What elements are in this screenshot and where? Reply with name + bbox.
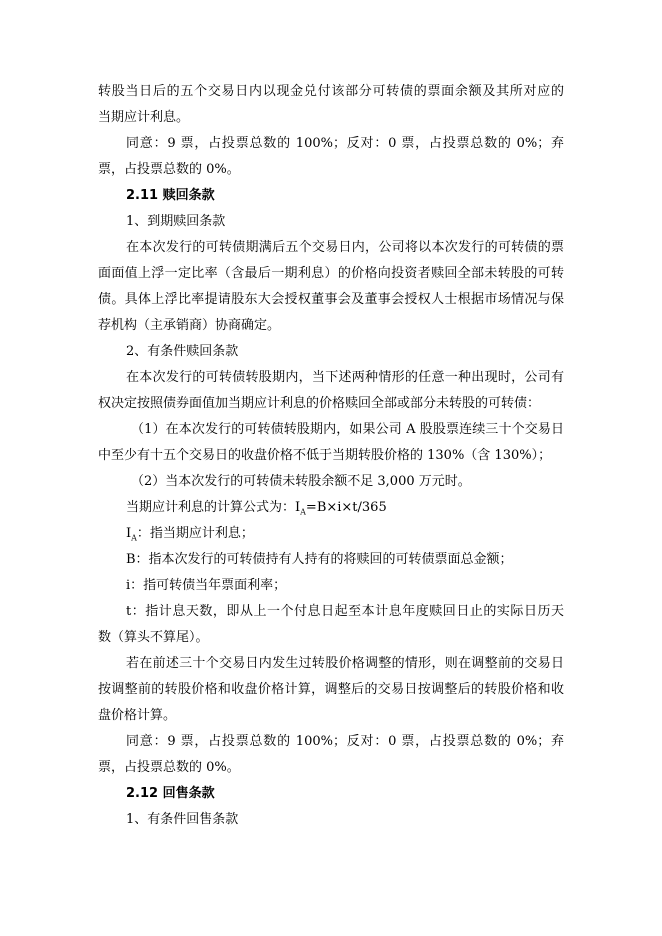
- subheading-conditional-putback: 1、有条件回售条款: [126, 812, 239, 827]
- paragraph-line: 按调整前的转股价格和收盘价格计算，调整后的交易日按调整后的转股价格和收: [98, 682, 564, 697]
- formula-prefix: 当期应计利息的计算公式为：I: [126, 500, 301, 515]
- section-heading-2-11: 2.11 赎回条款: [126, 188, 215, 203]
- formula-subscript: A: [300, 507, 306, 517]
- definition-ia: [126, 524, 564, 544]
- definition-symbol: I: [126, 526, 132, 541]
- paragraph-line: 盘价格计算。: [98, 708, 177, 723]
- list-item-line: （1）在本次发行的可转债转股期内，如果公司 A 股股票连续三十个交易日: [131, 422, 564, 437]
- paragraph-line: 荐机构（主承销商）协商确定。: [98, 318, 281, 333]
- paragraph-line: 当期应计利息。: [98, 110, 190, 125]
- definition-i: i：指可转债当年票面利率；: [126, 578, 287, 593]
- list-item-line: 中至少有十五个交易日的收盘价格不低于当期转股价格的 130%（含 130%）；: [98, 448, 552, 463]
- paragraph-line: 权决定按照债券面值加当期应计利息的价格赎回全部或部分未转股的可转债：: [98, 396, 541, 411]
- list-item: （2）当本次发行的可转债未转股余额不足 3,000 万元时。: [131, 474, 471, 489]
- paragraph-line: 债。具体上浮比率提请股东大会授权董事会及董事会授权人士根据市场情况与保: [98, 292, 564, 307]
- vote-result-line: 票，占投票总数的 0%。: [98, 162, 240, 177]
- subheading-conditional-redemption: 2、有条件赎回条款: [126, 344, 239, 359]
- paragraph-line: 面面值上浮一定比率（含最后一期利息）的价格向投资者赎回全部未转股的可转: [98, 266, 564, 281]
- definition-t-line: t：指计息天数，即从上一个付息日起至本计息年度赎回日止的实际日历天: [126, 604, 564, 619]
- vote-result-line: 同意：9 票，占投票总数的 100%；反对：0 票，占投票总数的 0%；弃: [126, 734, 564, 749]
- formula-suffix: =B×i×t/365: [305, 500, 387, 515]
- subheading-maturity-redemption: 1、到期赎回条款: [126, 214, 226, 229]
- paragraph-line: 转股当日后的五个交易日内以现金兑付该部分可转债的票面余额及其所对应的: [98, 84, 564, 99]
- definition-text: ：指当期应计利息；: [136, 526, 254, 541]
- paragraph-line: 若在前述三十个交易日内发生过转股价格调整的情形，则在调整前的交易日: [126, 656, 564, 671]
- formula-line: [126, 498, 564, 518]
- section-heading-2-12: 2.12 回售条款: [126, 786, 215, 801]
- definition-b: B：指本次发行的可转债持有人持有的将赎回的可转债票面总金额；: [126, 552, 513, 567]
- paragraph-line: 在本次发行的可转债转股期内，当下述两种情形的任意一种出现时，公司有: [126, 370, 564, 385]
- definition-t-line: 数（算头不算尾）。: [98, 630, 209, 645]
- vote-result-line: 票，占投票总数的 0%。: [98, 760, 240, 775]
- definition-subscript: A: [131, 533, 137, 543]
- paragraph-line: 在本次发行的可转债期满后五个交易日内，公司将以本次发行的可转债的票: [126, 240, 564, 255]
- vote-result-line: 同意：9 票，占投票总数的 100%；反对：0 票，占投票总数的 0%；弃: [126, 136, 564, 151]
